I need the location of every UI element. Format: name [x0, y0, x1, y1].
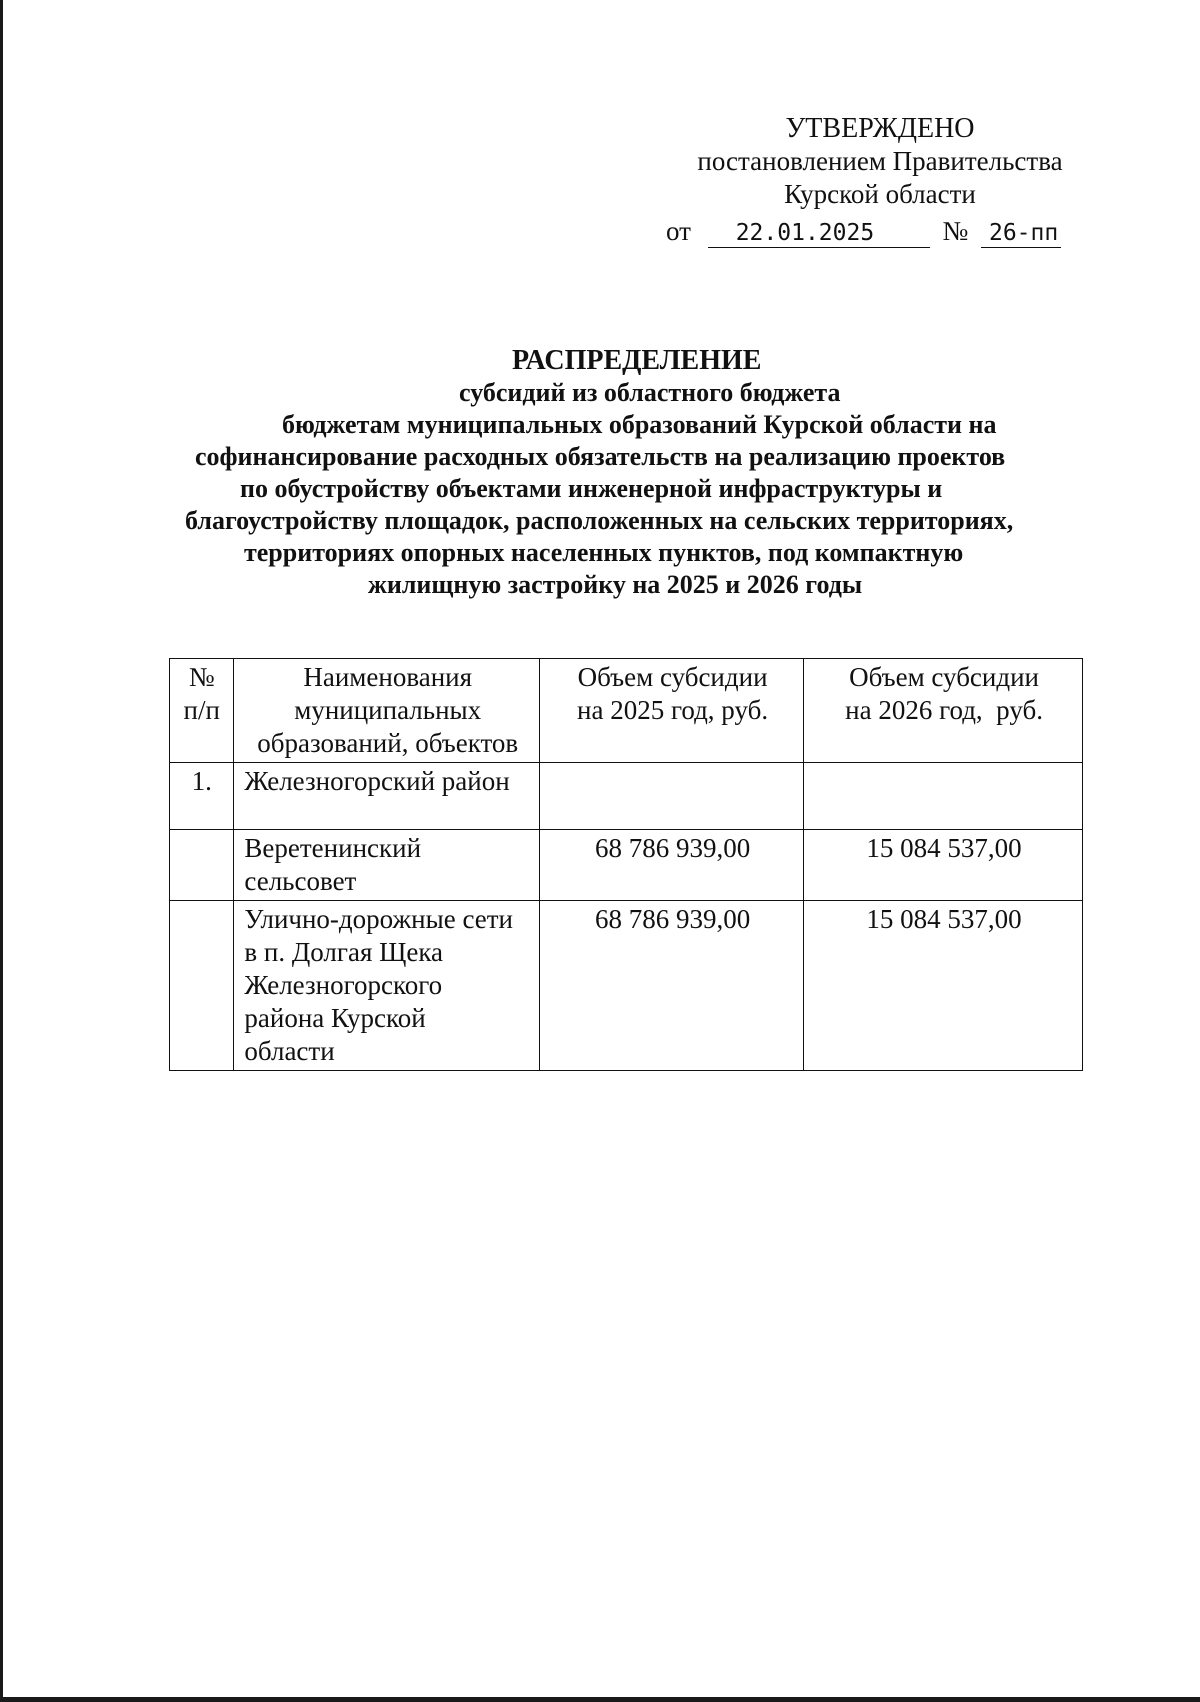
cell-2026 [804, 763, 1083, 830]
cell-num [170, 901, 234, 1071]
cell-name-line: Улично-дорожные сети [244, 904, 514, 934]
cell-2026: 15 084 537,00 [804, 901, 1083, 1071]
heading-line: бюджетам муниципальных образований Курской области на [282, 410, 997, 439]
header-num [170, 659, 234, 763]
cell-name-line: Железногорский район [244, 766, 510, 796]
table-row [170, 901, 1083, 1071]
header-2025-line: Объем субсидии [577, 662, 768, 692]
cell-name [234, 763, 540, 830]
approval-date: 22.01.2025 [708, 219, 930, 248]
approval-from-label: от [666, 216, 691, 246]
header-name-line: Наименования [303, 662, 473, 692]
document-heading [150, 345, 1110, 601]
header-2026-line: на 2026 год, руб. [845, 695, 1043, 725]
header-num-line: п/п [183, 695, 220, 725]
header-name-line: образований, объектов [257, 728, 519, 758]
approval-number-sign: № [942, 216, 969, 246]
heading-main: РАСПРЕДЕЛЕНИЕ [512, 345, 762, 376]
cell-name-line: области [244, 1036, 335, 1066]
approval-title: УТВЕРЖДЕНО [785, 113, 975, 144]
heading-line: субсидий из областного бюджета [459, 378, 841, 407]
cell-name [234, 830, 540, 901]
cell-name-line: района Курской [244, 1003, 426, 1033]
header-2025 [540, 659, 804, 763]
heading-line: жилищную застройку на 2025 и 2026 годы [368, 570, 863, 599]
header-2026-line: Объем субсидии [849, 662, 1040, 692]
cell-name-line: сельсовет [244, 866, 357, 896]
cell-name-line: в п. Долгая Щека [244, 937, 444, 967]
cell-num [170, 830, 234, 901]
cell-2025: 68 786 939,00 [540, 830, 804, 901]
table-header-row [170, 659, 1083, 763]
header-name-line: муниципальных [294, 695, 482, 725]
heading-line: территориях опорных населенных пунктов, под компактную [244, 538, 964, 567]
cell-name-line: Железногорского [244, 970, 443, 1000]
header-2025-line: на 2025 год, руб. [577, 695, 769, 725]
scan-edge-left [0, 0, 3, 1702]
table-row [170, 830, 1083, 901]
heading-line: благоустройству площадок, расположенных на сельских территориях, [185, 506, 1014, 535]
cell-2025: 68 786 939,00 [540, 901, 804, 1071]
approval-date-row [666, 215, 1096, 248]
header-name [234, 659, 540, 763]
heading-line: софинансирование расходных обязательств на реализацию проектов [195, 442, 1006, 471]
heading-line: по обустройству объектами инженерной инфраструктуры и [240, 474, 943, 503]
approval-region-line: Курской области [784, 179, 976, 209]
cell-name-line: Веретенинский [244, 833, 422, 863]
header-num-line: № [188, 662, 215, 692]
subsidy-distribution-table [169, 658, 1083, 1071]
approval-stamp-block [660, 112, 1100, 246]
cell-2025 [540, 763, 804, 830]
cell-name [234, 901, 540, 1071]
table-row [170, 763, 1083, 830]
cell-num: 1. [170, 763, 234, 830]
approval-number: 26-пп [981, 219, 1061, 248]
header-2026 [804, 659, 1083, 763]
scan-edge-bottom [0, 1697, 1200, 1702]
cell-2026: 15 084 537,00 [804, 830, 1083, 901]
approval-issuer-line: постановлением Правительства [697, 146, 1063, 176]
